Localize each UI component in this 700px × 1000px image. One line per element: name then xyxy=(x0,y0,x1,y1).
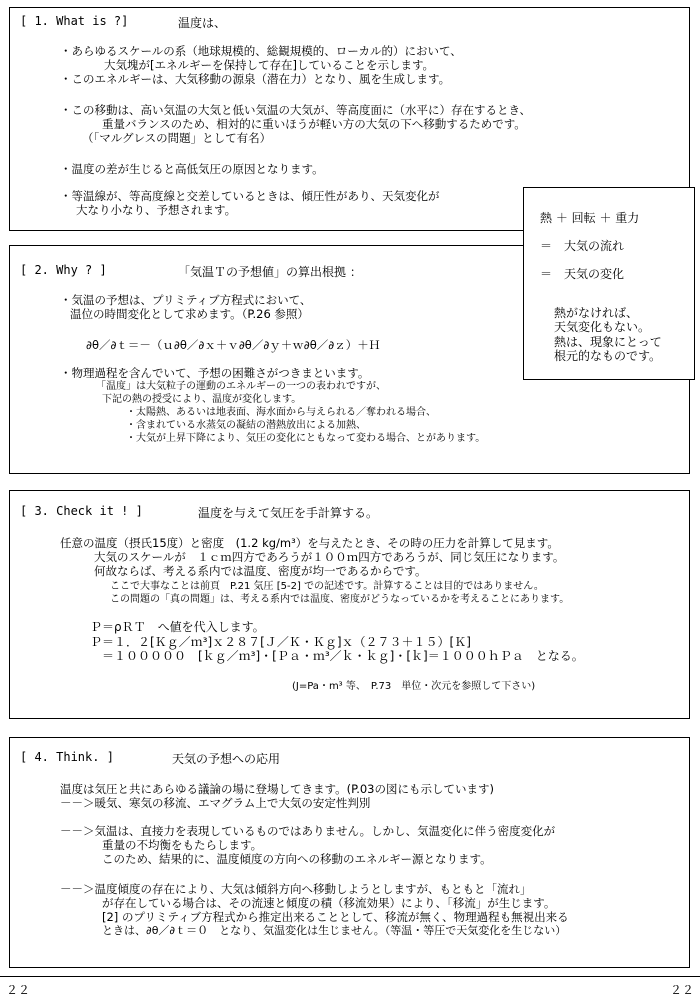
section-2-header: [ 2. Why ? ] xyxy=(20,263,107,277)
section-3-line: Ｐ＝１．２[Ｋｇ／ｍ³]ｘ２８７[Ｊ／Ｋ・Ｋｇ]ｘ（２７３＋１５）[Ｋ] xyxy=(90,634,471,649)
side-note-remark-line: 天気変化もない。 xyxy=(554,320,651,335)
section-1-subtitle: 温度は、 xyxy=(178,16,227,30)
side-note-remark-line: 熱は、現象にとって xyxy=(554,334,662,349)
section-1-line: 大なり小なり、予想されます。 xyxy=(76,203,237,218)
side-note-remark xyxy=(554,306,662,364)
section-1-line: ・あらゆるスケールの系（地球規模的、総観規模的、ローカル的）において、 xyxy=(60,44,462,58)
section-4-line: －－＞暖気、寒気の移流、エマグラム上で大気の安定性判別 xyxy=(60,796,371,811)
section-1-line: ・この移動は、高い気温の大気と低い気温の大気が、等高度面に（水平に）存在するとき、 xyxy=(60,103,532,117)
section-2-line: ・気温の予想は、プリミティブ方程式において、 xyxy=(60,293,312,307)
section-1-body xyxy=(60,103,531,145)
section-4-body xyxy=(60,824,555,866)
section-2-line: ∂θ／∂ｔ＝－（ｕ∂θ／∂ｘ＋ｖ∂θ／∂ｙ＋ｗ∂θ／∂ｚ）＋Ｈ xyxy=(86,338,381,352)
section-1-line: （「マルグレスの問題」として有名） xyxy=(82,131,272,146)
section-4-line: 重量の不均衡をもたらします。 xyxy=(102,838,263,853)
section-4-body xyxy=(60,882,569,937)
page-number-left: ２２ xyxy=(6,983,31,997)
section-3-line: Ｐ＝ρＲＴ へ値を代入します。 xyxy=(90,620,265,634)
section-4-line: [2] のプリミティブ方程式から推定出来ることとして、移流が無く、物理過程も無視出来る xyxy=(102,910,569,925)
section-4-line: が存在している場合は、その流速と傾度の積（移流効果）により、「移流」が生じます。 xyxy=(102,896,556,911)
section-2-equation xyxy=(86,338,380,352)
side-note-remark-line: 根元的なものです。 xyxy=(554,349,662,364)
section-2-line: 「温度」は大気粒子の運動のエネルギーの一つの表われですが、 xyxy=(96,381,386,392)
section-2-body xyxy=(96,380,485,445)
section-4-line: このため、結果的に、温度傾度の方向への移動のエネルギー源となります。 xyxy=(102,852,492,867)
section-4-subtitle: 天気の予想への応用 xyxy=(172,752,281,766)
section-1-line: 大気塊が[エネルギーを保持して存在]していることを示します。 xyxy=(104,58,435,73)
section-3-formula xyxy=(90,620,584,664)
section-3-line: 大気のスケールが １ｃｍ四方であろうが１００ｍ四方であろうが、同じ気圧になります。 xyxy=(94,550,565,565)
footer-rule xyxy=(0,976,700,977)
section-4-line: －－＞温度傾度の存在により、大気は傾斜方向へ移動しようとしますが、もともと「流れ」 xyxy=(60,882,532,896)
section-1-line: ・このエネルギーは、大気移動の源泉（潜在力）となり、風を生成します。 xyxy=(60,72,451,87)
section-2-subtitle: 「気温Ｔの予想値」の算出根拠 ： xyxy=(178,265,362,279)
section-3-line: 何故ならば、考える系内では温度、密度が均一であるからです。 xyxy=(94,564,427,579)
section-2-line: 温位の時間変化として求めます。（P.26 参照） xyxy=(70,307,309,322)
section-3-header: [ 3. Check it ! ] xyxy=(20,504,143,518)
section-1-line: 重量バランスのため、相対的に重いほうが軽い方の大気の下へ移動するためです。 xyxy=(102,117,526,132)
section-1-body xyxy=(60,189,440,217)
section-2-line: ・大気が上昇下降により、気圧の変化にともなって変わる場合、とがあります。 xyxy=(126,433,486,444)
section-2-line: 下記の熱の授受により、温度が変化します。 xyxy=(102,394,302,405)
side-note-remark-line: 熱がなければ、 xyxy=(554,306,639,320)
section-1-body xyxy=(60,162,324,176)
section-3-line: ここで大事なことは前頁 P.21 気圧 [5-2] での記述です。計算することは目的ではありません。 xyxy=(110,581,544,592)
section-2-body xyxy=(60,366,369,380)
section-3-footnote: (J=Pa・m³ 等、 P.73 単位・次元を参照して下さい) xyxy=(292,681,536,692)
page-number-right: ２２ xyxy=(669,983,694,997)
section-2-line: ・物理過程を含んでいて、予想の困難さがつきまといます。 xyxy=(60,366,370,380)
section-1-header: [ 1. What is ?] xyxy=(20,14,129,28)
section-2-line: ・含まれている水蒸気の凝結の潜熱放出による加熱、 xyxy=(126,420,366,431)
side-note-line: ＝ 天気の変化 xyxy=(540,267,625,281)
section-3-line: 任意の温度（摂氏15度）と密度 (1.2 kg/m³）を与えたとき、その時の圧力を計算して見ます。 xyxy=(60,536,559,550)
section-4-line: －－＞気温は、直接力を表現しているものではありません。しかし、気温変化に伴う密度変化が xyxy=(60,824,556,838)
section-2-body xyxy=(60,293,311,321)
section-4-header: [ 4. Think. ] xyxy=(20,750,114,764)
section-4-line: ときは、∂θ／∂ｔ＝０ となり、気温変化は生じません。（等温・等圧で天気変化を生じない） xyxy=(102,924,567,938)
section-1-body xyxy=(60,44,462,86)
section-4-line: 温度は気圧と共にあらゆる議論の場に登場してきます。(P.03の図にも示しています) xyxy=(60,782,494,796)
section-3-body xyxy=(60,536,564,578)
section-3-note xyxy=(110,580,569,606)
section-3-line: ＝１０００００ [ｋｇ／ｍ³]・[Ｐａ・ｍ³／ｋ・ｋｇ]・[ｋ]＝１０００ｈＰａ となる。 xyxy=(102,649,584,664)
side-note-line: ＝ 大気の流れ xyxy=(540,239,625,253)
section-3-line: この問題の「真の問題」は、考える系内では温度、密度がどうなっているかを考えることにあります。 xyxy=(110,594,570,605)
side-note-lines xyxy=(540,204,639,288)
section-1-line: ・等温線が、等高度線と交差しているときは、傾圧性があり、天気変化が xyxy=(60,189,440,203)
section-4-body xyxy=(60,782,494,810)
section-2-line: ・太陽熱、あるいは地表面、海水面から与えられる／奪われる場合、 xyxy=(126,407,436,418)
section-1-line: ・温度の差が生じると高低気圧の原因となります。 xyxy=(60,162,324,176)
side-note-line: 熱 ＋ 回転 ＋ 重力 xyxy=(540,211,640,225)
section-3-subtitle: 温度を与えて気圧を手計算する。 xyxy=(198,506,379,520)
